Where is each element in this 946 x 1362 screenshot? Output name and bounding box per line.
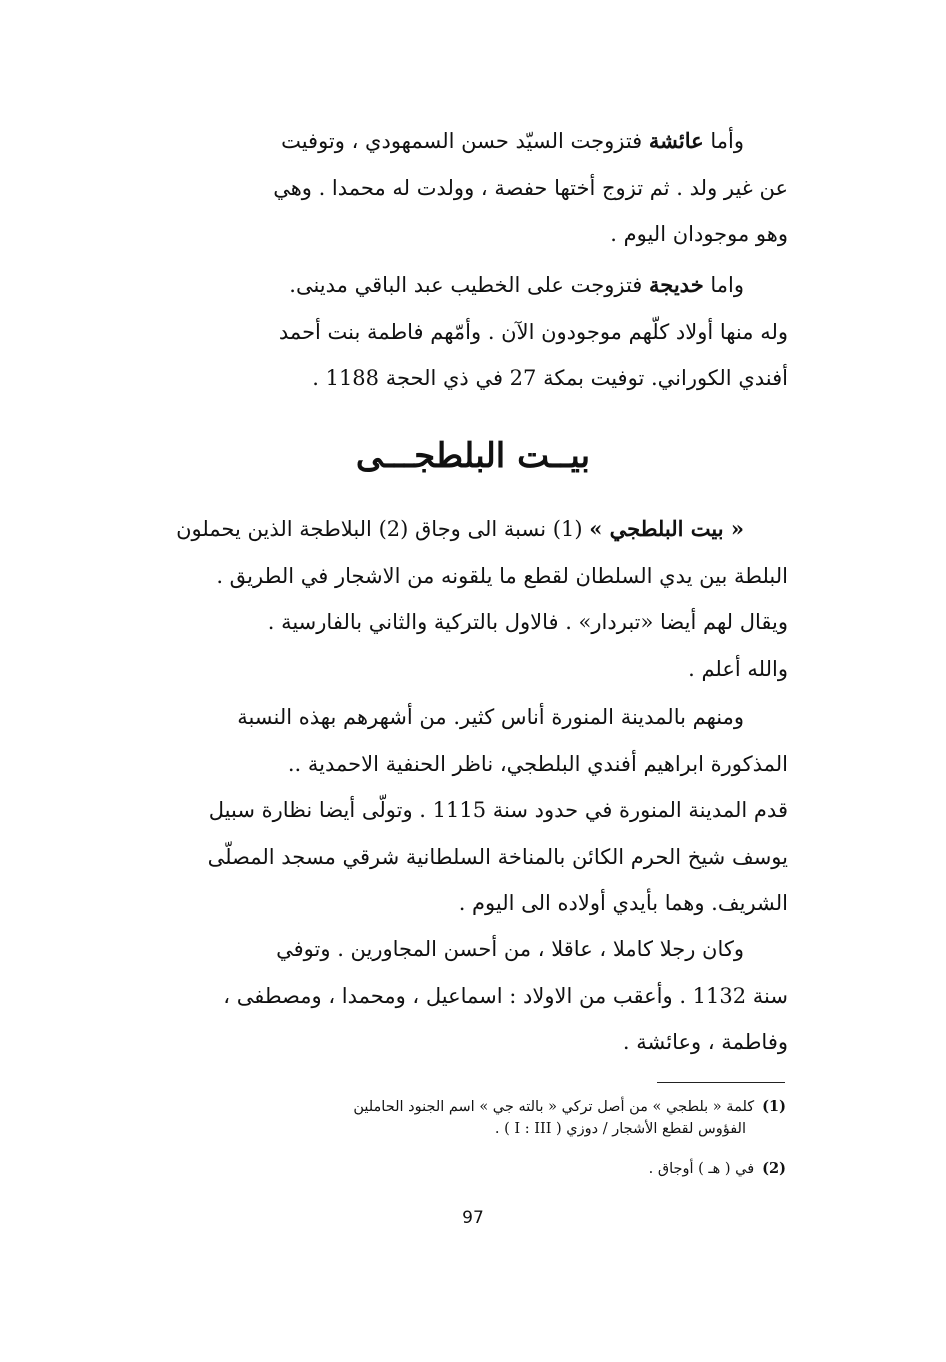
- paragraph-text: فتزوجت السيّد حسن السمهودي ، وتوفيت: [281, 129, 649, 153]
- paragraph-khadija: [156, 262, 788, 402]
- paragraph-death: [156, 926, 788, 1066]
- footnote-text: في ( هـ ) أوجاق .: [648, 1161, 755, 1177]
- paragraph-line: يوسف شيخ الحرم الكائن بالمناخة السلطانية شرقي مسجد المصلّى: [207, 844, 788, 869]
- paragraph-line: أفندي الكوراني. توفيت بمكة 27 في ذي الحجة 1188 .: [312, 366, 788, 390]
- paragraph-line: سنة 1132 . وأعقب من الاولاد : اسماعيل ، ومحمدا ، ومصطفى ،: [223, 983, 788, 1008]
- footnote-text: كلمة « بلطجي » من أصل تركي « بالته جي » اسم الجنود الحاملين: [353, 1099, 755, 1115]
- footnote-marker: (1): [762, 1098, 786, 1115]
- paragraph-line: وله منها أولاد كلّهم موجودون الآن . وأمّهم فاطمة بنت أحمد: [278, 319, 788, 344]
- section-heading: بيــت البلطجـــى: [355, 436, 591, 476]
- footnote-marker: (2): [762, 1160, 786, 1177]
- paragraph-line: والله أعلم .: [688, 656, 788, 681]
- paragraph-line: وكان رجلا كاملا ، عاقلا ، من أحسن المجاورين . وتوفي: [276, 937, 744, 961]
- paragraph-line: قدم المدينة المنورة في حدود سنة 1115 . وتولّى أيضا نظارة سبيل: [208, 798, 788, 822]
- footnote-line: [146, 1096, 786, 1118]
- paragraph-text: وأما: [703, 129, 744, 153]
- paragraph-line: [156, 118, 788, 165]
- footnote-line: [146, 1158, 786, 1180]
- paragraph-line: [156, 506, 788, 553]
- paragraph-text: واما: [703, 273, 744, 297]
- paragraph-line: ويقال لهم أيضا «تبردار» . فالاول بالتركية والثاني بالفارسية .: [267, 610, 788, 634]
- paragraph-origin: [156, 506, 788, 692]
- paragraph-line: المذكورة ابراهيم أفندي البلطجي، ناظر الحنفية الاحمدية ..: [287, 751, 788, 776]
- footnote-2: [146, 1158, 786, 1180]
- paragraph-text: فتزوجت على الخطيب عبد الباقي مدينى.: [289, 273, 650, 297]
- bold-name: خديجة: [649, 272, 704, 297]
- paragraph-aisha: [156, 118, 788, 258]
- paragraph-line: ومنهم بالمدينة المنورة أناس كثير. من أشهرهم بهذه النسبة: [237, 705, 744, 729]
- footnote-line: الفؤوس لقطع الأشجار / دوزي ( I : III ) .: [494, 1121, 746, 1137]
- paragraph-line: عن غير ولد . ثم تزوج أختها حفصة ، وولدت له محمدا . وهي: [273, 175, 788, 200]
- footnote-separator: [657, 1082, 785, 1083]
- paragraph-text: (1) نسبة الى وجاق (2) البلاطجة الذين يحملون: [176, 517, 590, 541]
- page-number: 97: [462, 1208, 484, 1228]
- paragraph-ibrahim: [156, 694, 788, 927]
- footnote-1: [146, 1096, 786, 1140]
- paragraph-line: البلطة بين يدي السلطان لقطع ما يلقونه من الاشجار في الطريق .: [216, 563, 788, 588]
- bold-name: « بيت البلطجي »: [589, 516, 744, 541]
- paragraph-line: وفاطمة ، وعائشة .: [622, 1030, 788, 1054]
- paragraph-line: الشريف. وهما بأيدي أولاده الى اليوم .: [458, 891, 788, 915]
- paragraph-line: وهو موجودان اليوم .: [610, 222, 788, 246]
- bold-name: عائشة: [648, 128, 704, 153]
- paragraph-line: [156, 262, 788, 309]
